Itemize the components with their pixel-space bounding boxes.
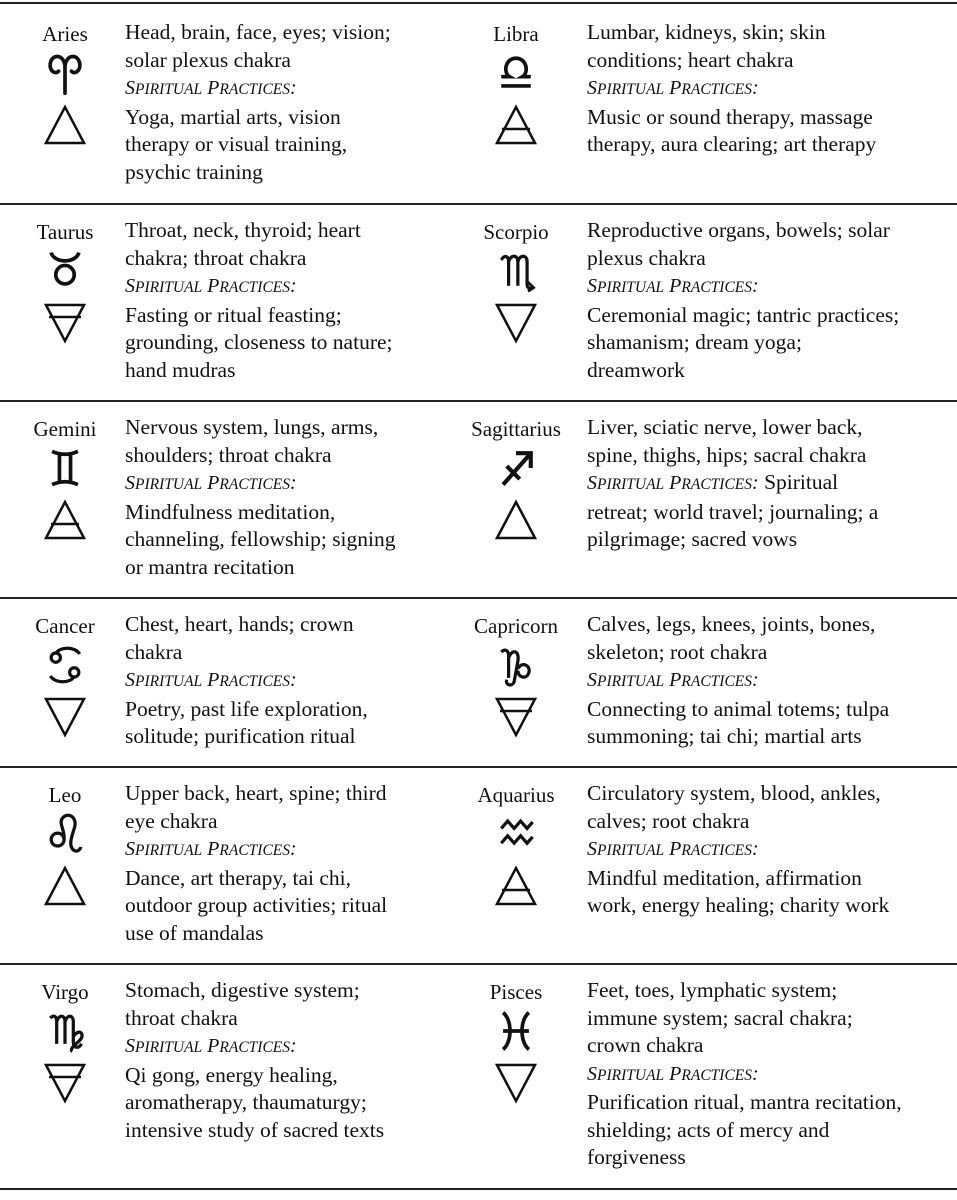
practices-line: Mindfulness meditation,: [125, 499, 336, 524]
body-parts-line: chakra; throat chakra: [125, 245, 307, 270]
spiritual-practices-label: SPIRITUAL PRACTICES:: [587, 1062, 759, 1085]
body-parts-line: eye chakra: [125, 808, 218, 833]
spiritual-practices-label: SPIRITUAL PRACTICES:: [125, 669, 297, 691]
sign-aquarius: [456, 782, 576, 908]
practices-line: Dance, art therapy, tai chi,: [125, 865, 352, 890]
spiritual-practices-label: SPIRITUAL PRACTICES:: [587, 77, 759, 99]
sign-description: [125, 414, 396, 581]
sign-name: Leo: [48, 783, 82, 807]
fire-element-icon: [494, 496, 538, 542]
sign-description: [587, 611, 889, 751]
sign-name: Libra: [493, 22, 539, 46]
spiritual-practices-label: SPIRITUAL PRACTICES:: [125, 1035, 297, 1057]
row-divider: [0, 400, 957, 402]
spiritual-practices-label: SPIRITUAL PRACTICES:: [587, 472, 759, 494]
practices-inline-text: Spiritual: [764, 470, 839, 494]
sign-leo: [5, 782, 125, 908]
practices-line: intensive study of sacred texts: [125, 1117, 385, 1142]
body-parts-line: Head, brain, face, eyes; vision;: [125, 20, 391, 44]
practices-line: Fasting or ritual feasting;: [125, 302, 342, 327]
body-parts-line: Circulatory system, blood, ankles,: [587, 781, 881, 805]
row-divider: [0, 597, 957, 599]
virgo-glyph-icon: [45, 1007, 85, 1055]
body-parts-line: throat chakra: [125, 1005, 238, 1030]
practices-line: channeling, fellowship; signing: [125, 527, 396, 551]
body-parts-line: Upper back, heart, spine; third: [125, 781, 387, 805]
practices-line: or mantra recitation: [125, 554, 295, 579]
sign-description: [587, 217, 899, 384]
row-divider: [0, 1188, 957, 1190]
practices-line: therapy, aura clearing; art therapy: [587, 132, 877, 156]
practices-line: Connecting to animal totems; tulpa: [587, 696, 890, 721]
spiritual-practices-label: SPIRITUAL PRACTICES:: [587, 838, 759, 860]
pisces-glyph-icon: [496, 1007, 536, 1055]
practices-heading-line: [587, 272, 899, 302]
cancer-glyph-icon: [45, 641, 85, 689]
body-parts-line: Feet, toes, lymphatic system;: [587, 978, 838, 1002]
practices-line: Poetry, past life exploration,: [125, 696, 368, 721]
practices-heading-line: [587, 835, 889, 865]
practices-heading-line: [587, 666, 889, 696]
body-parts-line: solar plexus chakra: [125, 47, 291, 72]
practices-line: Yoga, martial arts, vision: [125, 104, 341, 129]
practices-heading-line: [125, 666, 368, 696]
air-element-icon: [43, 496, 87, 542]
sign-name: Scorpio: [483, 220, 549, 244]
sign-name: Cancer: [35, 614, 95, 638]
sign-capricorn: [456, 613, 576, 739]
practices-line: use of mandalas: [125, 920, 264, 945]
sign-pisces: [456, 979, 576, 1105]
air-element-icon: [494, 862, 538, 908]
taurus-glyph-icon: [45, 247, 85, 295]
sign-description: [125, 977, 384, 1144]
practices-line: Ceremonial magic; tantric practices;: [587, 302, 900, 327]
practices-line: pilgrimage; sacred vows: [587, 527, 798, 551]
sign-name: Pisces: [489, 980, 543, 1004]
sign-description: [587, 19, 876, 159]
libra-glyph-icon: [496, 49, 536, 97]
sign-cancer: [5, 613, 125, 739]
sign-name: Capricorn: [474, 614, 558, 638]
body-parts-line: chakra: [125, 639, 183, 664]
practices-line: psychic training: [125, 159, 263, 184]
practices-line: aromatherapy, thaumaturgy;: [125, 1090, 367, 1114]
sign-name: Sagittarius: [471, 417, 561, 441]
practices-line: work, energy healing; charity work: [587, 893, 890, 917]
practices-heading-line: [125, 272, 393, 302]
body-parts-line: plexus chakra: [587, 245, 706, 270]
row-divider: [0, 963, 957, 965]
row-divider: [0, 2, 957, 4]
body-parts-line: shoulders; throat chakra: [125, 442, 332, 467]
practices-line: forgiveness: [587, 1145, 686, 1169]
practices-line: outdoor group activities; ritual: [125, 893, 388, 917]
sign-libra: [456, 21, 576, 147]
practices-heading-line: [125, 74, 391, 104]
practices-line: hand mudras: [125, 357, 236, 382]
practices-line: Music or sound therapy, massage: [587, 104, 873, 129]
sign-description: [125, 217, 393, 384]
air-element-icon: [494, 101, 538, 147]
scorpio-glyph-icon: [496, 247, 536, 295]
practices-line: shamanism; dream yoga;: [587, 330, 802, 354]
practices-line: grounding, closeness to nature;: [125, 330, 393, 354]
aquarius-glyph-icon: [496, 810, 536, 858]
body-parts-line: Liver, sciatic nerve, lower back,: [587, 415, 863, 439]
sign-name: Gemini: [33, 417, 97, 441]
practices-heading-line: [125, 469, 396, 499]
practices-heading-line: [587, 469, 878, 499]
practices-line: retreat; world travel; journaling; a: [587, 499, 879, 524]
sign-description: [125, 19, 391, 186]
practices-line: summoning; tai chi; martial arts: [587, 724, 862, 748]
spiritual-practices-label: SPIRITUAL PRACTICES:: [125, 472, 297, 494]
practices-heading-line: [125, 1032, 384, 1062]
aries-glyph-icon: [45, 49, 85, 97]
practices-heading-line: [587, 1060, 902, 1090]
sign-description: [125, 611, 368, 751]
body-parts-line: Chest, heart, hands; crown: [125, 612, 354, 636]
sign-description: [587, 780, 889, 920]
sign-scorpio: [456, 219, 576, 345]
sign-aries: [5, 21, 125, 147]
earth-element-icon: [494, 693, 538, 739]
spiritual-practices-label: SPIRITUAL PRACTICES:: [587, 669, 759, 691]
body-parts-line: crown chakra: [587, 1033, 704, 1057]
practices-line: shielding; acts of mercy and: [587, 1117, 830, 1142]
leo-glyph-icon: [45, 810, 85, 858]
sign-description: [125, 780, 387, 947]
sign-sagittarius: [456, 416, 576, 542]
capricorn-glyph-icon: [496, 641, 536, 689]
sign-name: Taurus: [36, 220, 94, 244]
practices-heading-line: [125, 835, 387, 865]
practices-line: Qi gong, energy healing,: [125, 1062, 338, 1087]
water-element-icon: [494, 299, 538, 345]
practices-line: therapy or visual training,: [125, 132, 348, 156]
body-parts-line: conditions; heart chakra: [587, 47, 794, 72]
sign-name: Virgo: [41, 980, 89, 1004]
spiritual-practices-label: SPIRITUAL PRACTICES:: [125, 275, 297, 297]
row-divider: [0, 203, 957, 205]
spiritual-practices-label: SPIRITUAL PRACTICES:: [125, 77, 297, 99]
water-element-icon: [43, 693, 87, 739]
body-parts-line: Stomach, digestive system;: [125, 978, 360, 1002]
practices-line: Purification ritual, mantra recitation,: [587, 1090, 902, 1114]
practices-line: Mindful meditation, affirmation: [587, 865, 862, 890]
practices-line: dreamwork: [587, 357, 685, 382]
sign-description: [587, 977, 902, 1172]
sign-name: Aries: [42, 22, 88, 46]
earth-element-icon: [43, 299, 87, 345]
body-parts-line: Calves, legs, knees, joints, bones,: [587, 612, 876, 636]
spiritual-practices-label: SPIRITUAL PRACTICES:: [125, 838, 297, 860]
gemini-glyph-icon: [45, 444, 85, 492]
body-parts-line: Lumbar, kidneys, skin; skin: [587, 20, 826, 44]
fire-element-icon: [43, 101, 87, 147]
sign-name: Aquarius: [477, 783, 555, 807]
sign-taurus: [5, 219, 125, 345]
earth-element-icon: [43, 1059, 87, 1105]
row-divider: [0, 766, 957, 768]
spiritual-practices-label: SPIRITUAL PRACTICES:: [587, 275, 759, 297]
sagittarius-glyph-icon: [496, 444, 536, 492]
sign-description: [587, 414, 878, 554]
sign-gemini: [5, 416, 125, 542]
body-parts-line: calves; root chakra: [587, 808, 750, 833]
body-parts-line: Nervous system, lungs, arms,: [125, 415, 379, 439]
body-parts-line: skeleton; root chakra: [587, 639, 768, 664]
body-parts-line: immune system; sacral chakra;: [587, 1005, 853, 1030]
practices-line: solitude; purification ritual: [125, 724, 356, 748]
body-parts-line: spine, thighs, hips; sacral chakra: [587, 442, 867, 467]
body-parts-line: Throat, neck, thyroid; heart: [125, 218, 361, 242]
sign-virgo: [5, 979, 125, 1105]
fire-element-icon: [43, 862, 87, 908]
water-element-icon: [494, 1059, 538, 1105]
body-parts-line: Reproductive organs, bowels; solar: [587, 218, 890, 242]
practices-heading-line: [587, 74, 876, 104]
